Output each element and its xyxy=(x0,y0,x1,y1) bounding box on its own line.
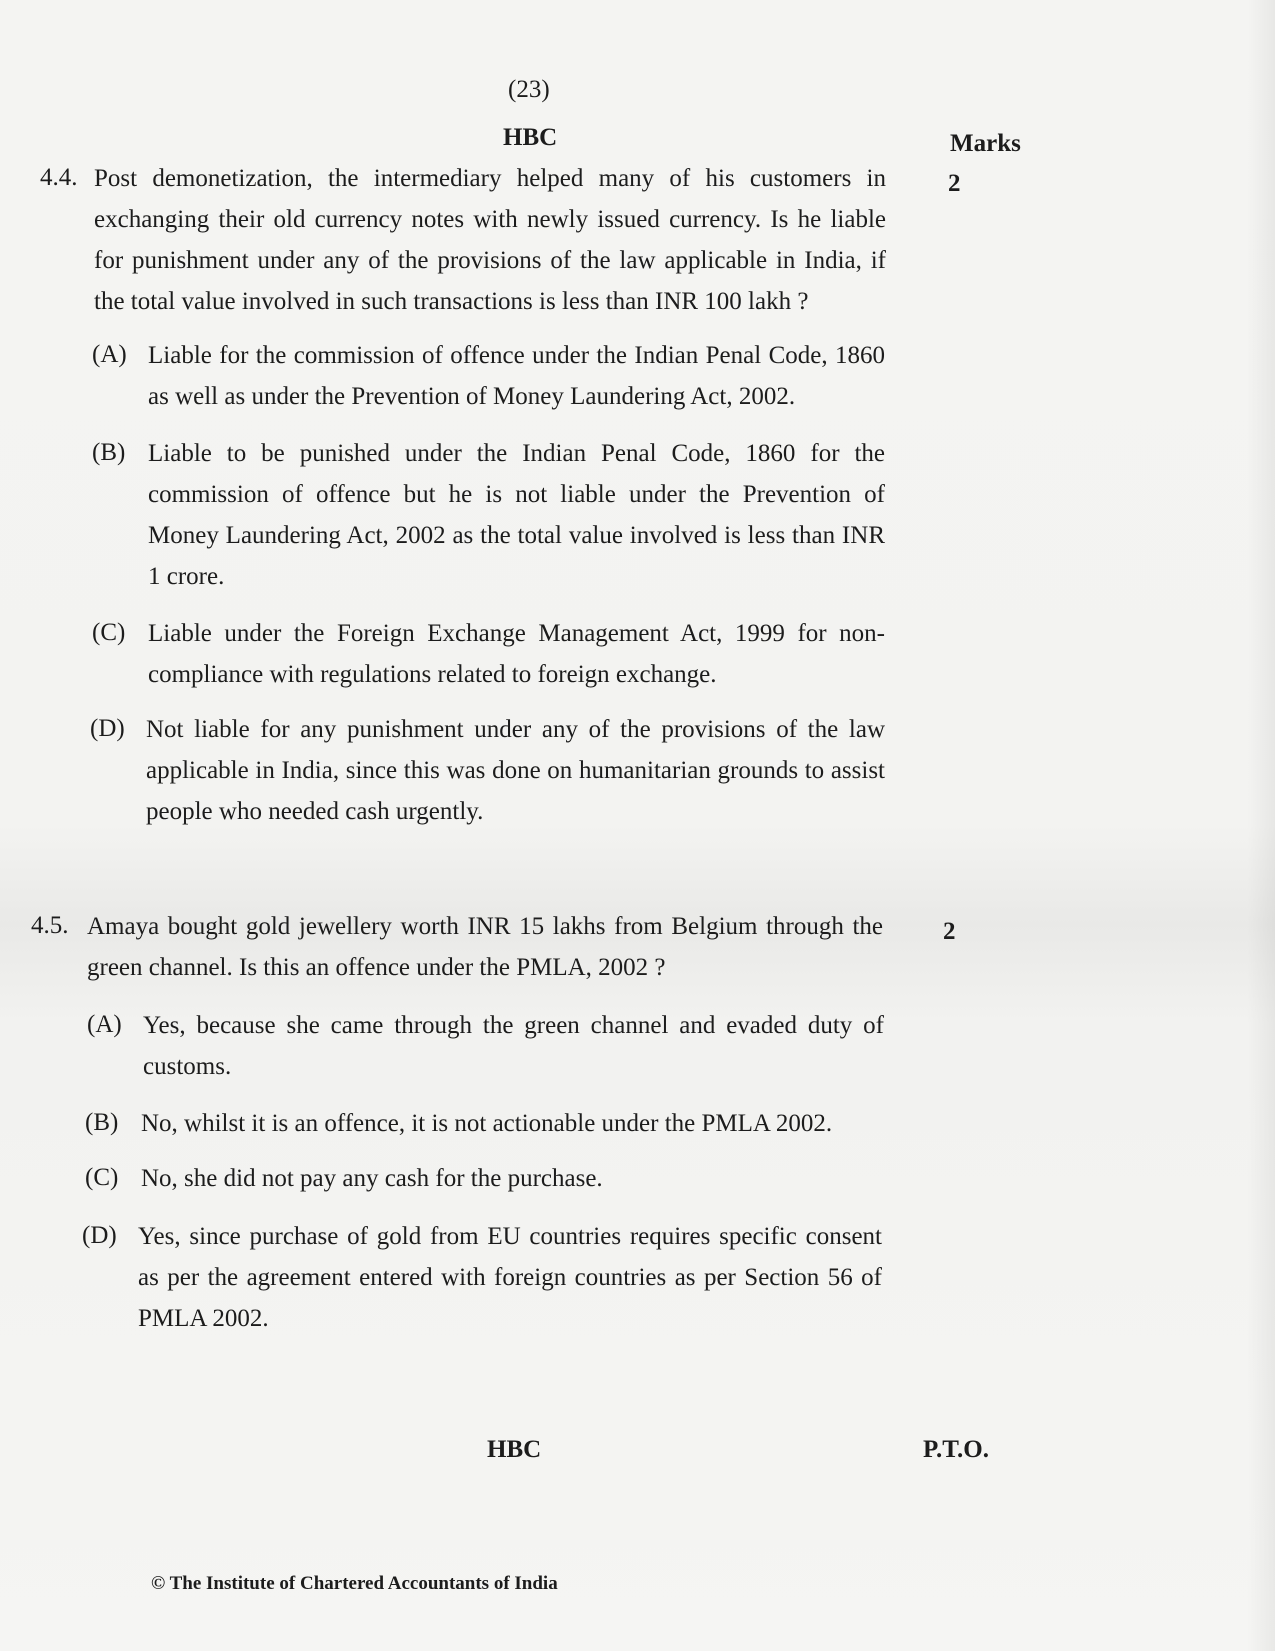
option-text: Liable under the Foreign Exchange Management Act, 1999 for non-compliance with regulations related to foreign exchange. xyxy=(148,620,885,688)
question-marks: 2 xyxy=(948,170,961,197)
marks-column-heading: Marks xyxy=(950,130,1021,157)
series-code-footer: HBC xyxy=(487,1436,542,1463)
series-code-header: HBC xyxy=(503,124,558,151)
option-text: Liable for the commission of offence under the Indian Penal Code, 1860 as well as under the Prevention of Money Laundering Act, 2002. xyxy=(148,342,885,410)
option-label: (B) xyxy=(92,439,126,466)
option-label: (D) xyxy=(90,715,125,742)
question-number: 4.5. xyxy=(31,912,69,939)
option-label: (B) xyxy=(85,1109,119,1136)
option-text: Liable to be punished under the Indian Penal Code, 1860 for the commission of offence but he is not liable under the Prevention of Money Laundering Act, 2002 as the total value involved is less than INR 1 crore. xyxy=(148,440,885,590)
option-text: No, she did not pay any cash for the purchase. xyxy=(141,1165,603,1192)
option-text: Yes, because she came through the green channel and evaded duty of customs. xyxy=(143,1012,884,1080)
option-text: Not liable for any punishment under any of the provisions of the law applicable in India, since this was done on humanitarian grounds to assist people who needed cash urgently. xyxy=(146,716,885,825)
question-number: 4.4. xyxy=(40,164,78,191)
question-marks: 2 xyxy=(943,918,956,945)
option-text: No, whilst it is an offence, it is not actionable under the PMLA 2002. xyxy=(141,1110,833,1137)
question-text: Amaya bought gold jewellery worth INR 15 lakhs from Belgium through the green channel. Is this an offence under the PMLA, 2002 ? xyxy=(87,913,883,981)
copyright-notice: © The Institute of Chartered Accountants of India xyxy=(151,1573,558,1594)
question-text: Post demonetization, the intermediary helped many of his customers in exchanging their old currency notes with newly issued currency. Is he liable for punishment under any of the provisions of the law applicable in India, if the total value involved in such transactions is less than INR 100 lakh ? xyxy=(94,165,886,315)
option-label: (C) xyxy=(92,619,126,646)
option-text: Yes, since purchase of gold from EU countries requires specific consent as per the agreement entered with foreign countries as per Section 56 of PMLA 2002. xyxy=(138,1223,882,1332)
option-label: (A) xyxy=(87,1011,122,1038)
page-edge-shadow xyxy=(1247,0,1275,1651)
option-label: (A) xyxy=(92,341,127,368)
option-label: (C) xyxy=(85,1164,119,1191)
option-label: (D) xyxy=(82,1222,117,1249)
page-number: (23) xyxy=(508,76,550,103)
please-turn-over: P.T.O. xyxy=(923,1436,989,1463)
